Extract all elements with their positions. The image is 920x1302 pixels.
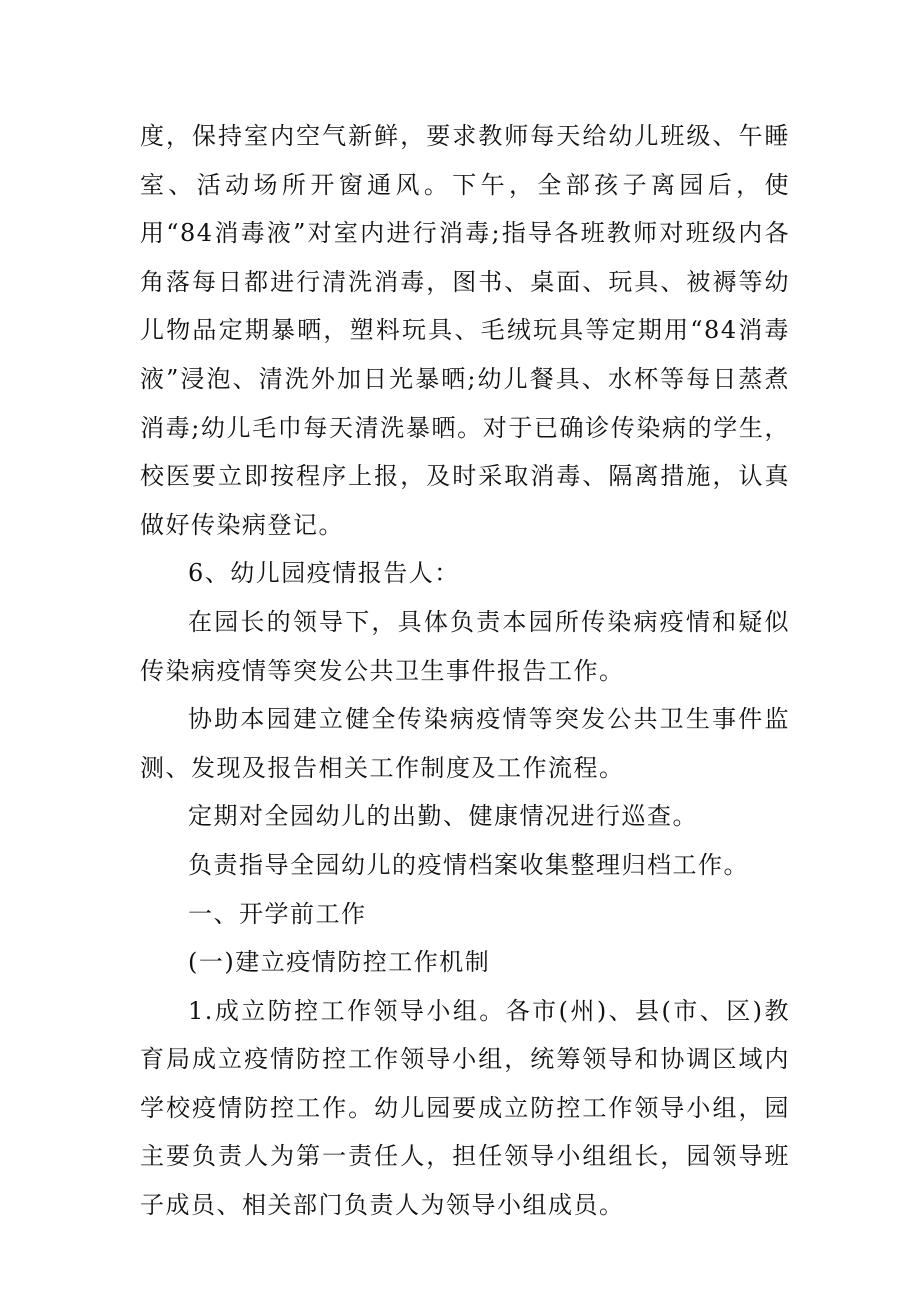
paragraph-leadership-group: 1.成立防控工作领导小组。各市(州)、县(市、区)教育局成立疫情防控工作领导小组，统筹领导和协调区域内学校疫情防控工作。幼儿园要成立防控工作领导小组，园主要负责人为第一责任人，担任领导小组组长，园领导班子成员、相关部门负责人为领导小组成员。 (140, 996, 790, 1220)
subsection-heading-mechanism: (一)建立疫情防控工作机制 (188, 948, 491, 977)
paragraph-reporter-duty-1: 在园长的领导下，具体负责本园所传染病疫情和疑似传染病疫情等突发公共卫生事件报告工作。 (140, 607, 790, 685)
paragraph-reporter-duty-2: 协助本园建立健全传染病疫情等突发公共卫生事件监测、发现及报告相关工作制度及工作流程。 (140, 705, 790, 782)
paragraph-reporter-duty-4: 负责指导全园幼儿的疫情档案收集整理归档工作。 (188, 850, 749, 879)
document-body (140, 112, 790, 1230)
paragraph-disinfection: 度，保持室内空气新鲜，要求教师每天给幼儿班级、午睡室、活动场所开窗通风。下午，全部孩子离园后，使用“84消毒液”对室内进行消毒;指导各班教师对班级内各角落每日都进行清洗消毒，图书、桌面、玩具、被褥等幼儿物品定期暴晒，塑料玩具、毛绒玩具等定期用“84消毒液”浸泡、清洗外加日光暴晒;幼儿餐具、水杯等每日蒸煮消毒;幼儿毛巾每天清洗暴晒。对于已确诊传染病的学生，校医要立即按程序上报，及时采取消毒、隔离措施，认真做好传染病登记。 (140, 122, 790, 539)
paragraph-reporter-heading: 6、幼儿园疫情报告人： (188, 559, 460, 588)
section-heading-pre-school: 一、开学前工作 (188, 899, 367, 928)
paragraph-reporter-duty-3: 定期对全园幼儿的出勤、健康情况进行巡查。 (188, 802, 698, 831)
